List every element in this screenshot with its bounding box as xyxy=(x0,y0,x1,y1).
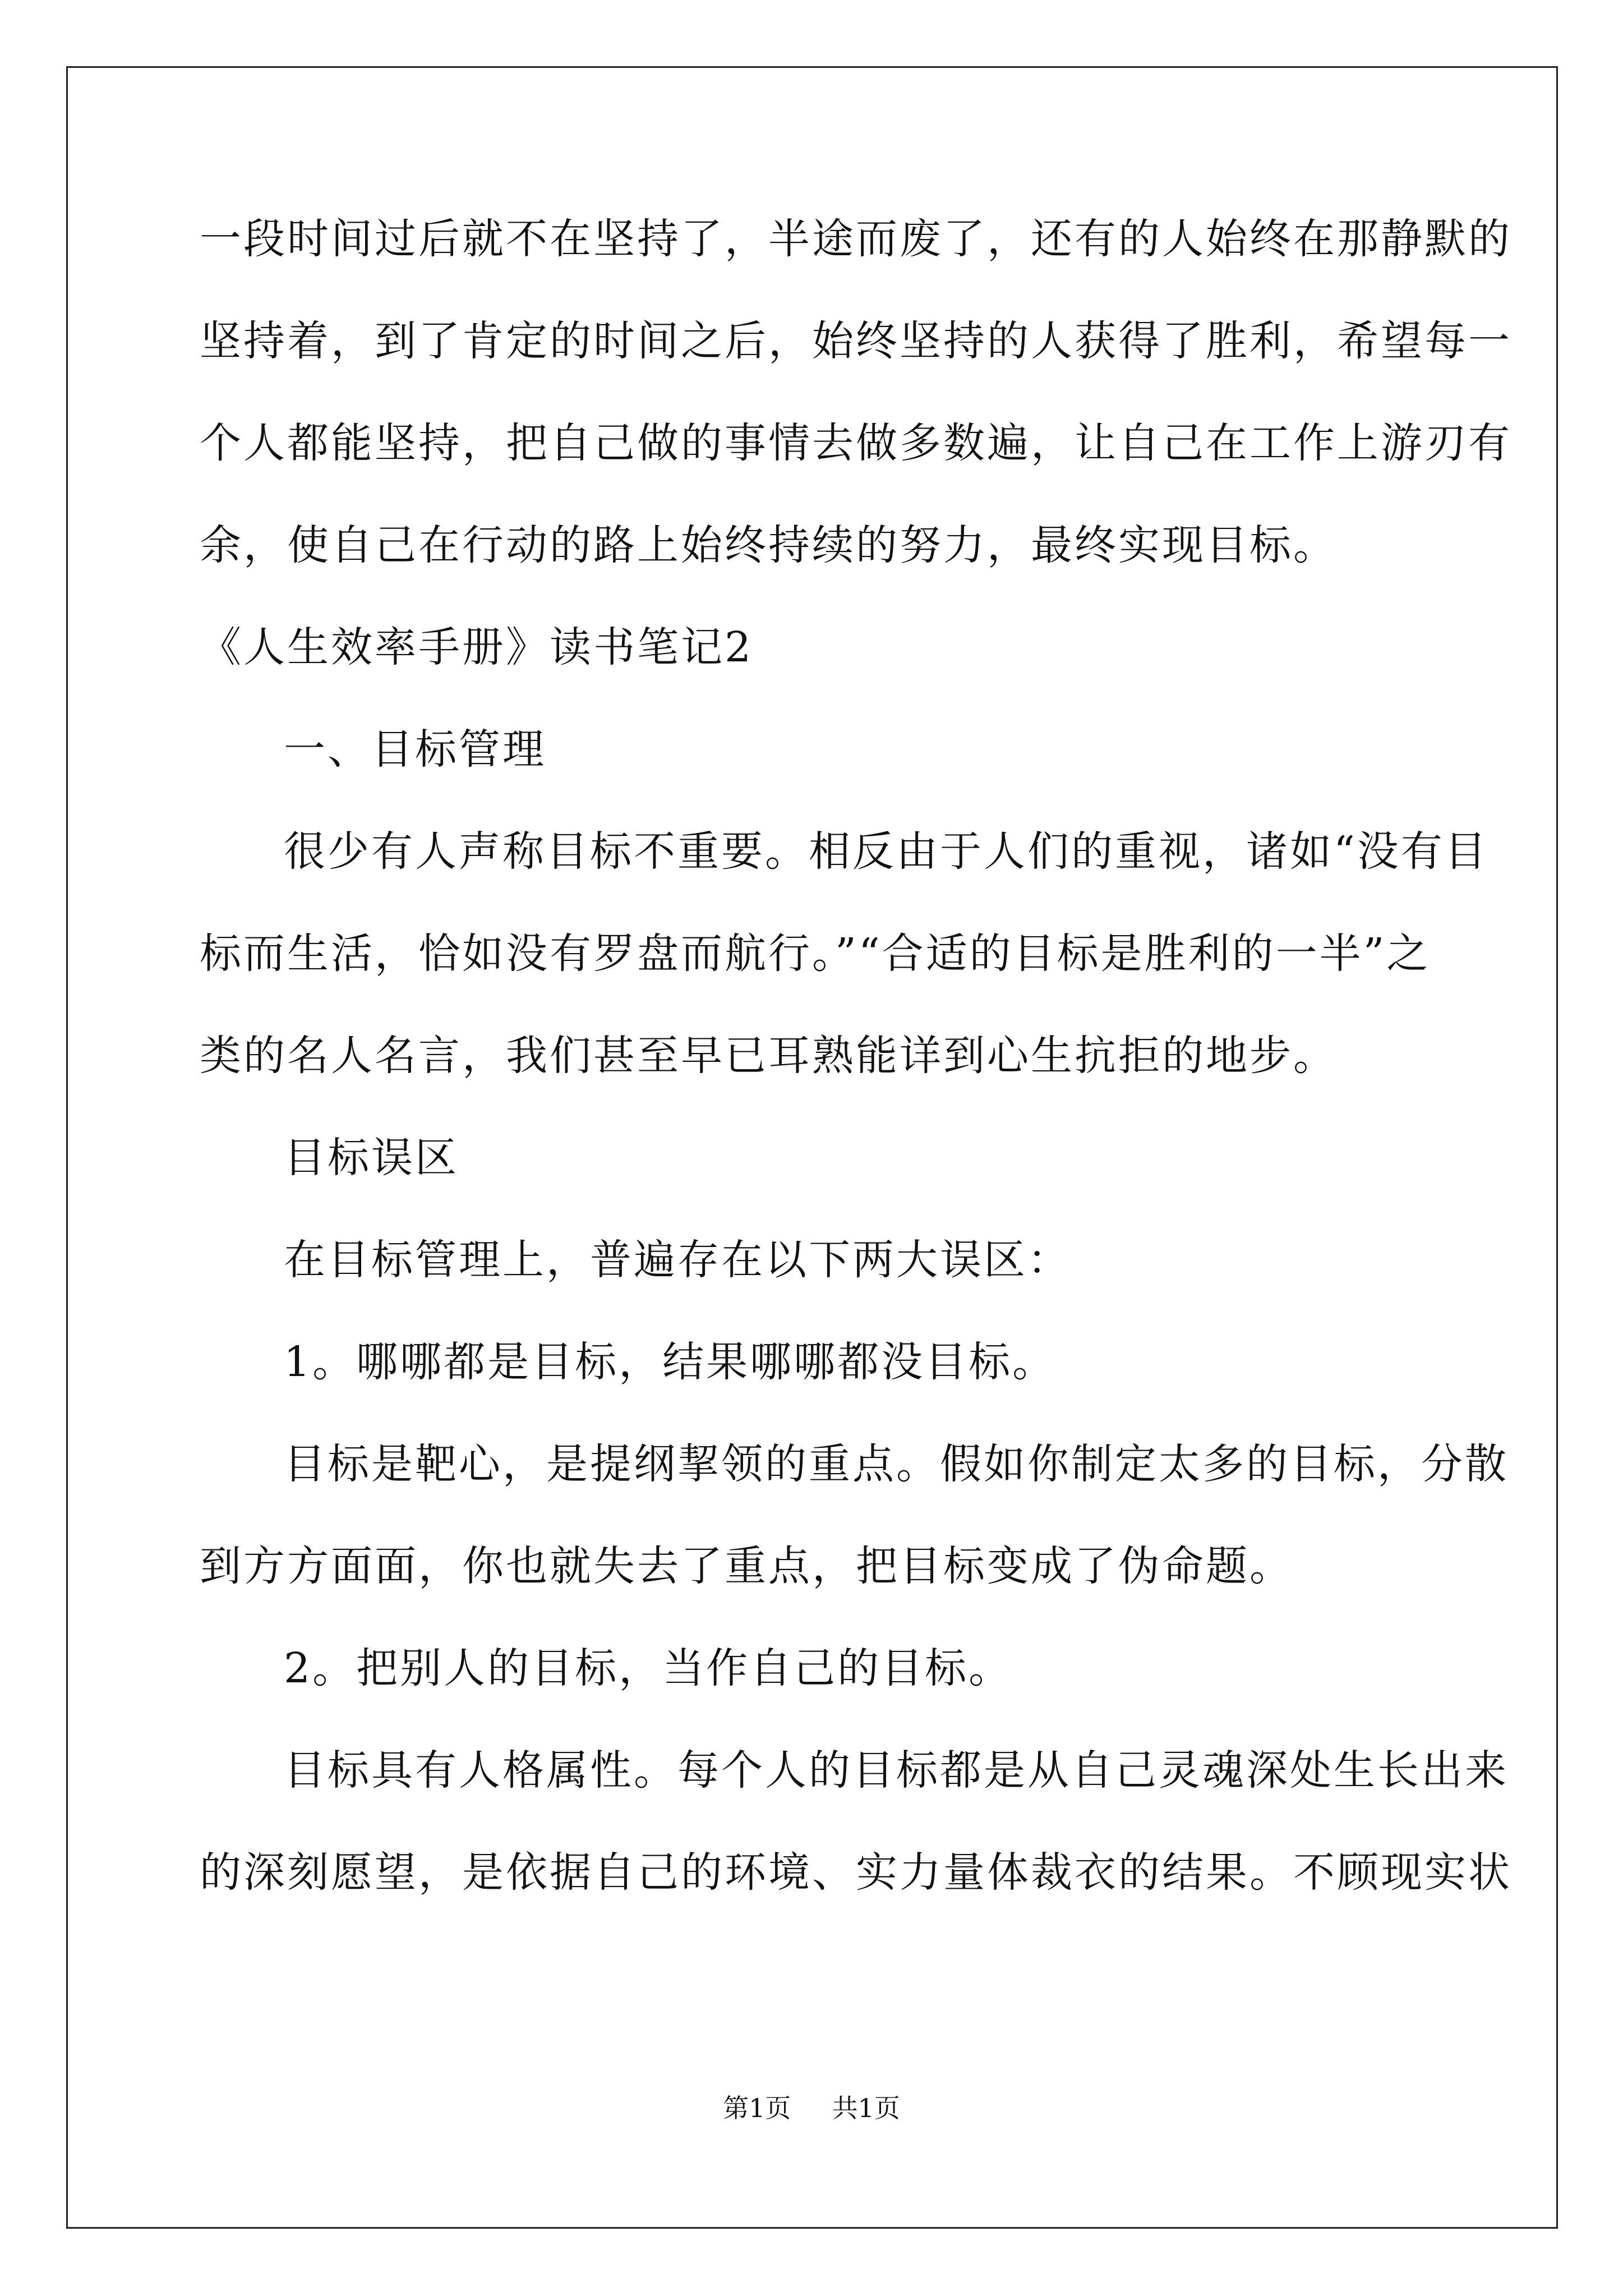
paragraph-line: 在目标管理上，普遍存在以下两大误区： xyxy=(284,1236,1071,1284)
paragraph-line: 余，使自己在行动的路上始终持续的努力，最终实现目标。 xyxy=(200,521,1337,569)
paragraph-line: 类的名人名言，我们甚至早已耳熟能详到心生抗拒的地步。 xyxy=(200,1032,1337,1080)
page-footer xyxy=(0,2091,1623,2125)
page-total: 共1页 xyxy=(832,2093,900,2123)
paragraph-line: 的深刻愿望，是依据自己的环境、实力量体裁衣的结果。不顾现实状 xyxy=(200,1848,1512,1897)
paragraph-line: 标而生活，恰如没有罗盘而航行。”“合适的目标是胜利的一半”之 xyxy=(200,930,1431,978)
list-item: 1。哪哪都是目标，结果哪哪都没目标。 xyxy=(284,1338,1057,1386)
section-title: 《人生效率手册》读书笔记2 xyxy=(200,623,754,671)
paragraph-line: 到方方面面，你也就失去了重点，把目标变成了伪命题。 xyxy=(200,1542,1293,1590)
subheading: 目标误区 xyxy=(284,1134,459,1182)
list-item: 2。把别人的目标，当作自己的目标。 xyxy=(284,1644,1013,1692)
paragraph-line: 个人都能坚持，把自己做的事情去做多数遍，让自己在工作上游刃有 xyxy=(200,419,1512,467)
paragraph-line: 很少有人声称目标不重要。相反由于人们的重视，诸如“没有目 xyxy=(284,827,1488,876)
paragraph-line: 一段时间过后就不在坚持了，半途而废了，还有的人始终在那静默的 xyxy=(200,215,1512,263)
paragraph-line: 坚持着，到了肯定的时间之后，始终坚持的人获得了胜利，希望每一 xyxy=(200,317,1512,365)
paragraph-line: 目标具有人格属性。每个人的目标都是从自己灵魂深处生长出来 xyxy=(284,1746,1509,1795)
section-heading: 一、目标管理 xyxy=(284,725,546,774)
paragraph-line: 目标是靶心，是提纲挈领的重点。假如你制定太多的目标，分散 xyxy=(284,1440,1509,1488)
page-number: 第1页 xyxy=(723,2093,791,2123)
